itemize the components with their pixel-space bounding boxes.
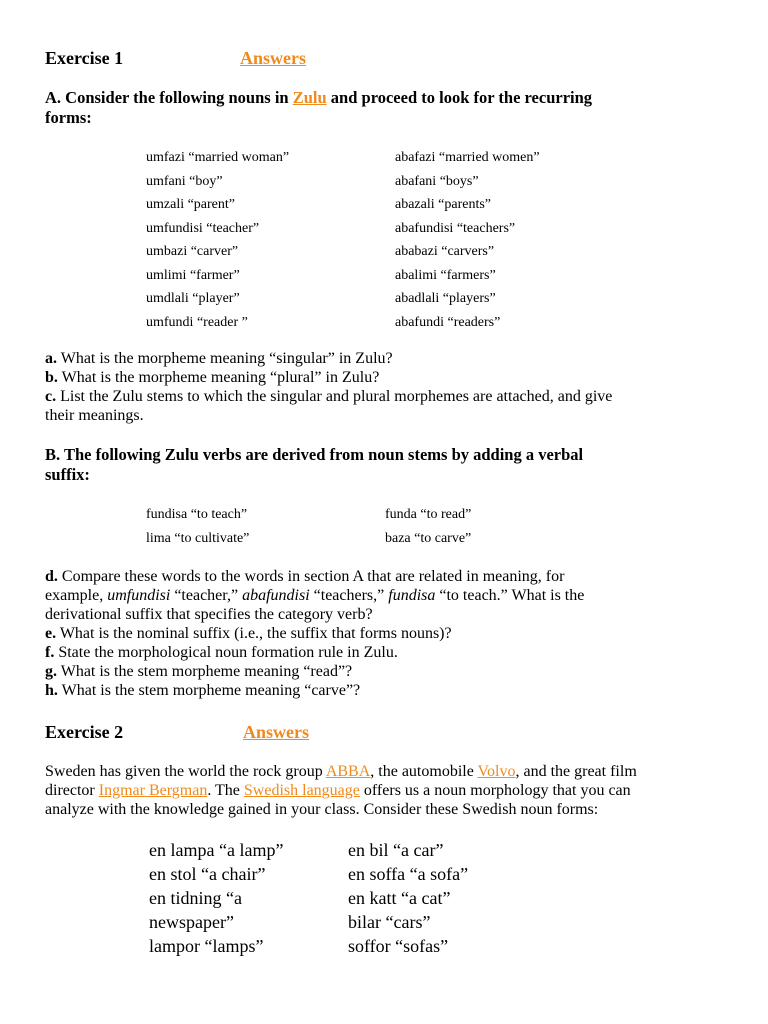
list-item: en stol “a chair” bbox=[149, 864, 266, 884]
question-text: What is the stem morpheme meaning “read”? bbox=[57, 663, 353, 680]
intro-line1 bbox=[45, 762, 637, 782]
italic-term: abafundisi bbox=[242, 587, 310, 604]
exercise-2-title: Exercise 2 bbox=[45, 722, 124, 742]
zulu-verbs-right bbox=[385, 503, 471, 550]
intro-line2 bbox=[45, 781, 631, 801]
text: , and the great film bbox=[515, 763, 637, 780]
swedish-language-link[interactable]: Swedish language bbox=[243, 782, 360, 799]
list-item: umfundisi “teacher” bbox=[146, 220, 260, 236]
section-a-heading-line2: forms: bbox=[45, 108, 92, 127]
list-item: abafundi “readers” bbox=[395, 314, 501, 330]
list-item: en soffa “a sofa” bbox=[348, 864, 469, 884]
list-item: en lampa “a lamp” bbox=[149, 840, 284, 860]
exercise-1-answers-link[interactable]: Answers bbox=[240, 48, 306, 68]
question-f bbox=[45, 643, 398, 663]
question-text: What is the morpheme meaning “plural” in Zulu? bbox=[57, 369, 380, 386]
list-item: baza “to carve” bbox=[385, 530, 472, 546]
question-text: Compare these words to the words in section A that are related in meaning, for bbox=[57, 568, 565, 585]
question-label: a. bbox=[45, 350, 57, 367]
question-c-line2: their meanings. bbox=[45, 407, 144, 424]
question-label: h. bbox=[45, 682, 58, 699]
exercise-2-answers-link[interactable]: Answers bbox=[243, 722, 309, 742]
question-c bbox=[45, 387, 612, 407]
abba-link[interactable]: ABBA bbox=[325, 763, 371, 780]
section-a-heading bbox=[45, 88, 592, 108]
question-b bbox=[45, 368, 379, 388]
exercise-1-title: Exercise 1 bbox=[45, 48, 124, 68]
ingmar-bergman-link[interactable]: Ingmar Bergman bbox=[98, 782, 208, 799]
list-item: umlimi “farmer” bbox=[146, 267, 240, 283]
list-item: en katt “a cat” bbox=[348, 888, 451, 908]
question-text: State the morphological noun formation rule in Zulu. bbox=[54, 644, 398, 661]
list-item: ababazi “carvers” bbox=[395, 244, 495, 259]
list-item: umdlali “player” bbox=[146, 291, 240, 306]
question-label: c. bbox=[45, 388, 57, 405]
question-a bbox=[45, 349, 393, 369]
zulu-verbs-left bbox=[146, 503, 249, 550]
section-a-heading-text: A. Consider the following nouns in bbox=[45, 88, 293, 107]
question-d-line3: derivational suffix that specifies the category verb? bbox=[45, 606, 373, 623]
question-d bbox=[45, 567, 564, 587]
list-item: newspaper” bbox=[149, 912, 234, 932]
italic-term: umfundisi bbox=[107, 587, 171, 604]
list-item: abafani “boys” bbox=[395, 173, 479, 189]
swedish-list-right bbox=[348, 838, 468, 958]
list-item: bilar “cars” bbox=[348, 912, 431, 932]
volvo-link[interactable]: Volvo bbox=[477, 763, 516, 780]
swedish-list-left bbox=[149, 838, 283, 958]
text: , the automobile bbox=[370, 763, 478, 780]
list-item: abafazi “married women” bbox=[395, 150, 540, 165]
question-text: What is the morpheme meaning “singular” in Zulu? bbox=[57, 350, 393, 367]
list-item: umfundi “reader ” bbox=[146, 314, 248, 330]
list-item: abadlali “players” bbox=[395, 291, 496, 306]
zulu-link[interactable]: Zulu bbox=[292, 88, 327, 107]
list-item: umbazi “carver” bbox=[146, 244, 239, 259]
question-text: List the Zulu stems to which the singular and plural morphemes are attached, and give bbox=[56, 388, 613, 405]
list-item: abazali “parents” bbox=[395, 197, 491, 212]
text: Sweden has given the world the rock group bbox=[45, 763, 326, 780]
text: “teacher,” bbox=[170, 587, 243, 604]
list-item: funda “to read” bbox=[385, 507, 472, 522]
zulu-singular-list bbox=[146, 146, 289, 334]
text: example, bbox=[45, 587, 108, 604]
question-e bbox=[45, 624, 452, 644]
intro-line3: analyze with the knowledge gained in your class. Consider these Swedish noun forms: bbox=[45, 801, 599, 818]
question-label: f. bbox=[45, 644, 55, 661]
list-item: lima “to cultivate” bbox=[146, 530, 250, 546]
question-h bbox=[45, 681, 360, 701]
question-text: What is the nominal suffix (i.e., the suffix that forms nouns)? bbox=[56, 625, 452, 642]
list-item: soffor “sofas” bbox=[348, 936, 449, 956]
question-label: g. bbox=[45, 663, 57, 680]
list-item: abafundisi “teachers” bbox=[395, 220, 516, 236]
list-item: fundisa “to teach” bbox=[146, 507, 248, 522]
question-text: What is the stem morpheme meaning “carve”? bbox=[57, 682, 361, 699]
list-item: abalimi “farmers” bbox=[395, 267, 496, 283]
italic-term: fundisa bbox=[388, 587, 436, 604]
question-label: b. bbox=[45, 369, 58, 386]
text: offers us a noun morphology that you can bbox=[359, 782, 631, 799]
text: “teachers,” bbox=[309, 587, 389, 604]
list-item: umzali “parent” bbox=[146, 197, 236, 212]
question-g bbox=[45, 662, 352, 682]
list-item: en tidning “a bbox=[149, 888, 242, 908]
question-label: d. bbox=[45, 568, 58, 585]
section-a-heading-text-cont: and proceed to look for the recurring bbox=[326, 88, 593, 107]
section-b-heading-line2: suffix: bbox=[45, 465, 90, 484]
zulu-plural-list bbox=[395, 146, 540, 334]
list-item: umfazi “married woman” bbox=[146, 150, 290, 165]
question-label: e. bbox=[45, 625, 57, 642]
list-item: en bil “a car” bbox=[348, 840, 444, 860]
section-b-heading: B. The following Zulu verbs are derived from noun stems by adding a verbal bbox=[45, 445, 584, 464]
question-d-line2 bbox=[45, 586, 584, 606]
text: “to teach.” What is the bbox=[435, 587, 585, 604]
list-item: lampor “lamps” bbox=[149, 936, 264, 956]
text: director bbox=[45, 782, 99, 799]
text: . The bbox=[207, 782, 244, 799]
list-item: umfani “boy” bbox=[146, 173, 223, 189]
